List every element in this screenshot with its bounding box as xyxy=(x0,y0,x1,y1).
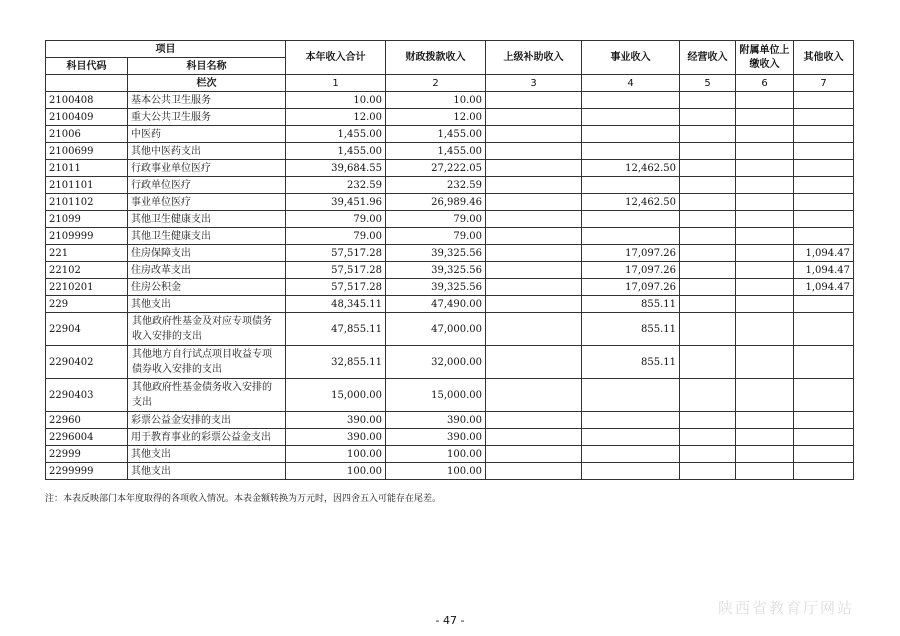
table-header xyxy=(46,41,854,92)
cell-business: 855.11 xyxy=(582,313,680,346)
header-total: 本年收入合计 xyxy=(286,41,386,75)
cell-upper xyxy=(486,109,582,126)
cell-other: 1,094.47 xyxy=(794,279,854,296)
cell-upper xyxy=(486,177,582,194)
row-name: 其他卫生健康支出 xyxy=(128,228,286,245)
cell-affiliated xyxy=(736,346,794,379)
cell-upper xyxy=(486,160,582,177)
cell-upper xyxy=(486,346,582,379)
cell-operating xyxy=(680,109,736,126)
cell-business: 17,097.26 xyxy=(582,245,680,262)
table-row xyxy=(46,109,854,126)
cell-upper xyxy=(486,126,582,143)
row-name: 其他中医药支出 xyxy=(128,143,286,160)
cell-other xyxy=(794,194,854,211)
cell-business xyxy=(582,429,680,446)
cell-affiliated xyxy=(736,412,794,429)
cell-operating xyxy=(680,228,736,245)
cell-total: 1,455.00 xyxy=(286,143,386,160)
cell-fiscal: 10.00 xyxy=(386,92,486,109)
cell-business xyxy=(582,92,680,109)
cell-other xyxy=(794,92,854,109)
row-code: 2210201 xyxy=(46,279,128,296)
cell-other xyxy=(794,177,854,194)
cell-fiscal: 39,325.56 xyxy=(386,245,486,262)
cell-affiliated xyxy=(736,211,794,228)
row-code: 2296004 xyxy=(46,429,128,446)
cell-upper xyxy=(486,143,582,160)
row-name: 其他政府性基金债务收入安排的支出 xyxy=(128,379,286,412)
table-body xyxy=(46,92,854,480)
cell-affiliated xyxy=(736,126,794,143)
table-row xyxy=(46,446,854,463)
cell-total: 15,000.00 xyxy=(286,379,386,412)
cell-affiliated xyxy=(736,194,794,211)
row-name: 行政单位医疗 xyxy=(128,177,286,194)
table-row xyxy=(46,346,854,379)
cell-total: 32,855.11 xyxy=(286,346,386,379)
cell-affiliated xyxy=(736,143,794,160)
cell-affiliated xyxy=(736,245,794,262)
cell-total: 39,451.96 xyxy=(286,194,386,211)
row-code: 2290403 xyxy=(46,379,128,412)
cell-fiscal: 1,455.00 xyxy=(386,143,486,160)
cell-operating xyxy=(680,279,736,296)
cell-other xyxy=(794,429,854,446)
cell-fiscal: 39,325.56 xyxy=(386,279,486,296)
table-row xyxy=(46,279,854,296)
cell-business xyxy=(582,177,680,194)
cell-total: 48,345.11 xyxy=(286,296,386,313)
table-row xyxy=(46,194,854,211)
header-code: 科目代码 xyxy=(46,58,128,75)
cell-upper xyxy=(486,429,582,446)
table-row xyxy=(46,313,854,346)
cell-other xyxy=(794,160,854,177)
cell-business xyxy=(582,109,680,126)
cell-total: 10.00 xyxy=(286,92,386,109)
cell-operating xyxy=(680,211,736,228)
cell-fiscal: 15,000.00 xyxy=(386,379,486,412)
cell-total: 12.00 xyxy=(286,109,386,126)
cell-business xyxy=(582,446,680,463)
row-name: 其他支出 xyxy=(128,296,286,313)
cell-other: 1,094.47 xyxy=(794,245,854,262)
column-number: 5 xyxy=(680,75,736,92)
row-code: 2100699 xyxy=(46,143,128,160)
cell-upper xyxy=(486,446,582,463)
table-row xyxy=(46,463,854,480)
cell-affiliated xyxy=(736,279,794,296)
table-row xyxy=(46,211,854,228)
cell-business: 855.11 xyxy=(582,346,680,379)
cell-total: 232.59 xyxy=(286,177,386,194)
cell-upper xyxy=(486,379,582,412)
cell-fiscal: 32,000.00 xyxy=(386,346,486,379)
cell-other xyxy=(794,126,854,143)
cell-business: 855.11 xyxy=(582,296,680,313)
column-number: 7 xyxy=(794,75,854,92)
cell-operating xyxy=(680,313,736,346)
cell-other xyxy=(794,463,854,480)
cell-total: 39,684.55 xyxy=(286,160,386,177)
column-row-label: 栏次 xyxy=(128,75,286,92)
cell-upper xyxy=(486,279,582,296)
cell-operating xyxy=(680,463,736,480)
cell-total: 390.00 xyxy=(286,412,386,429)
cell-operating xyxy=(680,379,736,412)
row-name: 用于教育事业的彩票公益金支出 xyxy=(128,429,286,446)
cell-business: 17,097.26 xyxy=(582,279,680,296)
column-number: 2 xyxy=(386,75,486,92)
cell-operating xyxy=(680,126,736,143)
table-row xyxy=(46,143,854,160)
row-name: 事业单位医疗 xyxy=(128,194,286,211)
row-code: 21006 xyxy=(46,126,128,143)
cell-other xyxy=(794,313,854,346)
row-code: 221 xyxy=(46,245,128,262)
header-operating: 经营收入 xyxy=(680,41,736,75)
cell-upper xyxy=(486,92,582,109)
row-code: 2299999 xyxy=(46,463,128,480)
cell-business xyxy=(582,379,680,412)
row-code: 2101102 xyxy=(46,194,128,211)
cell-other xyxy=(794,109,854,126)
cell-other xyxy=(794,143,854,160)
column-number: 1 xyxy=(286,75,386,92)
row-code: 2109999 xyxy=(46,228,128,245)
cell-business: 12,462.50 xyxy=(582,194,680,211)
cell-total: 1,455.00 xyxy=(286,126,386,143)
cell-fiscal: 27,222.05 xyxy=(386,160,486,177)
row-code: 22904 xyxy=(46,313,128,346)
cell-operating xyxy=(680,177,736,194)
cell-upper xyxy=(486,296,582,313)
cell-affiliated xyxy=(736,446,794,463)
cell-other xyxy=(794,379,854,412)
cell-fiscal: 12.00 xyxy=(386,109,486,126)
cell-affiliated xyxy=(736,262,794,279)
row-code: 22960 xyxy=(46,412,128,429)
cell-affiliated xyxy=(736,463,794,480)
cell-fiscal: 79.00 xyxy=(386,228,486,245)
row-name: 其他政府性基金及对应专项债务收入安排的支出 xyxy=(128,313,286,346)
cell-fiscal: 47,000.00 xyxy=(386,313,486,346)
cell-fiscal: 390.00 xyxy=(386,412,486,429)
table-row xyxy=(46,160,854,177)
table-row xyxy=(46,379,854,412)
row-code: 2290402 xyxy=(46,346,128,379)
header-project: 项目 xyxy=(46,41,286,58)
site-watermark: 陕西省教育厅网站 xyxy=(718,599,855,617)
row-name: 住房公积金 xyxy=(128,279,286,296)
row-code: 2101101 xyxy=(46,177,128,194)
cell-business xyxy=(582,228,680,245)
column-number: 6 xyxy=(736,75,794,92)
cell-operating xyxy=(680,245,736,262)
table-row xyxy=(46,262,854,279)
table-row xyxy=(46,177,854,194)
row-name: 行政事业单位医疗 xyxy=(128,160,286,177)
cell-affiliated xyxy=(736,296,794,313)
cell-other: 1,094.47 xyxy=(794,262,854,279)
cell-affiliated xyxy=(736,313,794,346)
cell-operating xyxy=(680,160,736,177)
cell-operating xyxy=(680,194,736,211)
cell-affiliated xyxy=(736,228,794,245)
cell-business: 12,462.50 xyxy=(582,160,680,177)
header-other: 其他收入 xyxy=(794,41,854,75)
header-affiliated: 附属单位上缴收入 xyxy=(736,41,794,75)
cell-other xyxy=(794,296,854,313)
row-name: 其他支出 xyxy=(128,446,286,463)
cell-total: 390.00 xyxy=(286,429,386,446)
row-name: 基本公共卫生服务 xyxy=(128,92,286,109)
cell-upper xyxy=(486,194,582,211)
table-row xyxy=(46,412,854,429)
income-table xyxy=(45,40,854,480)
cell-business xyxy=(582,126,680,143)
row-code: 22102 xyxy=(46,262,128,279)
cell-upper xyxy=(486,228,582,245)
row-code: 229 xyxy=(46,296,128,313)
column-number: 4 xyxy=(582,75,680,92)
cell-fiscal: 100.00 xyxy=(386,446,486,463)
table-row xyxy=(46,245,854,262)
table-row xyxy=(46,126,854,143)
cell-total: 79.00 xyxy=(286,228,386,245)
cell-upper xyxy=(486,211,582,228)
cell-business: 17,097.26 xyxy=(582,262,680,279)
table-row xyxy=(46,429,854,446)
cell-other xyxy=(794,346,854,379)
cell-operating xyxy=(680,346,736,379)
table-note: 注：本表反映部门本年度取得的各项收入情况。本表金额转换为万元时，因四舍五入可能存在尾差。 xyxy=(45,494,442,504)
cell-total: 47,855.11 xyxy=(286,313,386,346)
cell-affiliated xyxy=(736,429,794,446)
cell-fiscal: 232.59 xyxy=(386,177,486,194)
cell-affiliated xyxy=(736,109,794,126)
row-code: 2100408 xyxy=(46,92,128,109)
cell-upper xyxy=(486,412,582,429)
cell-fiscal: 39,325.56 xyxy=(386,262,486,279)
cell-fiscal: 47,490.00 xyxy=(386,296,486,313)
cell-total: 79.00 xyxy=(286,211,386,228)
cell-operating xyxy=(680,429,736,446)
cell-fiscal: 26,989.46 xyxy=(386,194,486,211)
header-business: 事业收入 xyxy=(582,41,680,75)
cell-fiscal: 79.00 xyxy=(386,211,486,228)
cell-business xyxy=(582,211,680,228)
row-code: 21099 xyxy=(46,211,128,228)
cell-upper xyxy=(486,245,582,262)
row-code: 2100409 xyxy=(46,109,128,126)
row-name: 中医药 xyxy=(128,126,286,143)
cell-total: 100.00 xyxy=(286,463,386,480)
row-name: 其他地方自行试点项目收益专项债券收入安排的支出 xyxy=(128,346,286,379)
cell-operating xyxy=(680,143,736,160)
cell-business xyxy=(582,143,680,160)
table-row xyxy=(46,228,854,245)
cell-other xyxy=(794,446,854,463)
header-fiscal: 财政拨款收入 xyxy=(386,41,486,75)
page-number: - 47 - xyxy=(435,614,465,627)
column-number: 3 xyxy=(486,75,582,92)
cell-business xyxy=(582,463,680,480)
table-row xyxy=(46,296,854,313)
row-code: 22999 xyxy=(46,446,128,463)
cell-affiliated xyxy=(736,92,794,109)
row-name: 其他支出 xyxy=(128,463,286,480)
row-name: 彩票公益金安排的支出 xyxy=(128,412,286,429)
cell-other xyxy=(794,412,854,429)
cell-operating xyxy=(680,262,736,279)
column-number-row xyxy=(46,75,854,92)
cell-fiscal: 390.00 xyxy=(386,429,486,446)
cell-affiliated xyxy=(736,177,794,194)
cell-other xyxy=(794,211,854,228)
cell-other xyxy=(794,228,854,245)
header-upper: 上级补助收入 xyxy=(486,41,582,75)
cell-operating xyxy=(680,296,736,313)
cell-operating xyxy=(680,412,736,429)
row-name: 住房保障支出 xyxy=(128,245,286,262)
cell-operating xyxy=(680,92,736,109)
row-name: 住房改革支出 xyxy=(128,262,286,279)
cell-fiscal: 1,455.00 xyxy=(386,126,486,143)
cell-upper xyxy=(486,313,582,346)
cell-affiliated xyxy=(736,160,794,177)
row-name: 重大公共卫生服务 xyxy=(128,109,286,126)
cell-business xyxy=(582,412,680,429)
row-code: 21011 xyxy=(46,160,128,177)
cell-total: 57,517.28 xyxy=(286,279,386,296)
cell-total: 57,517.28 xyxy=(286,262,386,279)
cell-total: 100.00 xyxy=(286,446,386,463)
table-row xyxy=(46,92,854,109)
cell-affiliated xyxy=(736,379,794,412)
cell-operating xyxy=(680,446,736,463)
cell-upper xyxy=(486,463,582,480)
cell-total: 57,517.28 xyxy=(286,245,386,262)
header-name: 科目名称 xyxy=(128,58,286,75)
row-name: 其他卫生健康支出 xyxy=(128,211,286,228)
cell-fiscal: 100.00 xyxy=(386,463,486,480)
cell-upper xyxy=(486,262,582,279)
